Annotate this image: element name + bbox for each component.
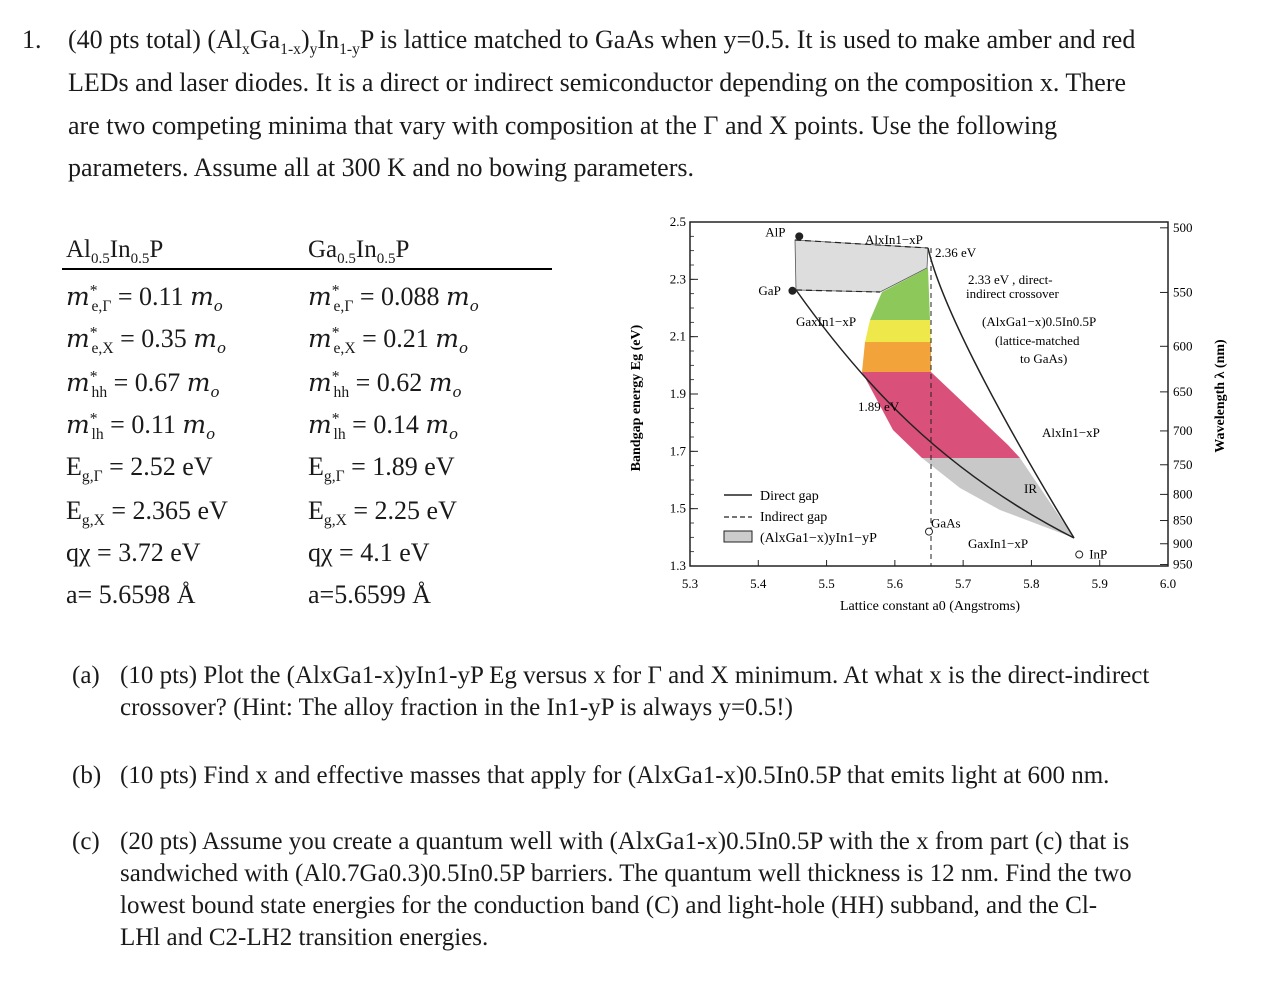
param-al-me-gamma: $m^*_{e,\Gamma} = 0.11$ $m_o$ — [66, 282, 223, 316]
param-ga-me-x: $m^*_{e,X} = 0.21$ $m_o$ — [308, 324, 469, 358]
anno-233a: 2.33 eV , direct- — [968, 272, 1053, 287]
point-label-inp: InP — [1089, 546, 1108, 562]
param-al-chi: qχ = 3.72 eV — [66, 538, 201, 567]
y-tick-label: 1.7 — [669, 443, 686, 459]
y-tick-label: 1.5 — [669, 500, 686, 516]
y-tick-label: 2.1 — [669, 328, 686, 344]
question-a: (a) (10 pts) Plot the (AlxGa1-x)yIn1-yP Eg versus x for Γ and X minimum. At what x is the direct-indirect crossover? (Hint: The alloy fraction in the In1-yP is always y=0.5!) — [72, 662, 1150, 721]
question-b: (b) (10 pts) Find x and effective masses that apply for (AlxGa1-x)0.5In0.5P that emits light at 600 nm. — [72, 762, 1110, 789]
param-al-eg-gamma: $E_{g,\Gamma} = 2.52$ eV — [66, 452, 213, 486]
legend-direct: Direct gap — [760, 489, 819, 504]
param-al-mhh: $m^*_{hh} = 0.67$ $m_o$ — [66, 368, 220, 402]
anno-236: 2.36 eV — [935, 245, 977, 260]
y2-tick-label: 850 — [1173, 512, 1193, 528]
x-tick-label: 6.0 — [1159, 576, 1177, 591]
param-ga-eg-x: $E_{g,X} = 2.25$ eV — [308, 496, 457, 530]
y-tick-label: 1.9 — [669, 386, 686, 401]
region-yellow — [865, 320, 931, 342]
table-rule — [62, 268, 552, 270]
param-ga-eg-gamma: $E_{g,\Gamma} = 1.89$ eV — [308, 452, 455, 486]
x-tick-label: 5.3 — [681, 576, 699, 591]
y2-tick-label: 950 — [1173, 556, 1193, 572]
x-tick-label: 5.7 — [955, 576, 972, 591]
param-ga-chi: qχ = 4.1 eV — [308, 538, 430, 567]
anno-quaternary: (AlxGa1−x)0.5In0.5P — [982, 314, 1097, 329]
y2-tick-label: 600 — [1173, 338, 1193, 354]
y2-tick-label: 900 — [1173, 535, 1193, 551]
anno-189: 1.89 eV — [858, 399, 900, 414]
point-label-gap: GaP — [758, 282, 781, 298]
x-tick-label: 5.5 — [818, 576, 835, 591]
intro-line-2: LEDs and laser diodes. It is a direct or indirect semiconductor depending on the composition x. There — [68, 68, 1127, 97]
point-gap — [789, 287, 796, 294]
param-al-a: a= 5.6598 Å — [66, 580, 196, 609]
label-gainp-top: GaxIn1−xP — [796, 314, 857, 329]
anno-gaas: to GaAs) — [1020, 351, 1068, 366]
param-ga-me-gamma: $m^*_{e,\Gamma} = 0.088$ $m_o$ — [308, 282, 479, 316]
region-orange — [862, 342, 931, 372]
x-tick-label: 5.6 — [886, 576, 903, 591]
x-tick-label: 5.9 — [1091, 576, 1108, 591]
problem-number: 1. — [22, 25, 42, 54]
y-tick-label: 2.3 — [669, 271, 686, 287]
region-pink — [862, 372, 1020, 458]
x-tick-label: 5.8 — [1023, 576, 1040, 591]
param-al-eg-x: $E_{g,X} = 2.365$ eV — [66, 496, 228, 530]
legend-region: (AlxGa1−x)yIn1−yP — [760, 531, 877, 546]
point-label-gaas: GaAs — [931, 515, 961, 531]
x-axis-title: Lattice constant a0 (Angstroms) — [839, 599, 1021, 614]
bandgap-chart — [620, 212, 1266, 624]
anno-lattice-matched: (lattice-matched — [995, 333, 1080, 348]
anno-ir: IR — [1024, 481, 1037, 496]
intro-line-4: parameters. Assume all at 300 K and no bowing parameters. — [68, 153, 694, 182]
y2-tick-label: 650 — [1173, 383, 1193, 399]
param-al-mlh: $m^*_{lh} = 0.11$ $m_o$ — [66, 410, 216, 444]
y2-tick-label: 800 — [1173, 486, 1193, 502]
question-c: (c) (20 pts) Assume you create a quantum well with (AlxGa1-x)0.5In0.5P with the x from part (c) that is sandwiched with (Al0.7Ga0.3)0.5In0.5P barriers. The quantum well thickness is 12 nm. Find the two lowest bound state energies for the conduction band (C) and light-hole (HH) subband, and the Cl- LHl and C2-LH2 transition energies. — [72, 828, 1132, 951]
y2-axis-title: Wavelength λ (nm) — [1213, 339, 1228, 453]
y-tick-label: 1.3 — [669, 558, 686, 573]
param-ga-mlh: $m^*_{lh} = 0.14$ $m_o$ — [308, 410, 459, 444]
intro-line-3: are two competing minima that vary with composition at the Γ and X points. Use the following — [68, 111, 1058, 140]
table-header-alinp: $Al_{0.5}In_{0.5}P$ — [66, 236, 164, 267]
label-alinp-top: AlxIn1−xP — [865, 232, 923, 247]
point-inp — [1076, 551, 1083, 558]
legend-indirect: Indirect gap — [760, 510, 828, 525]
intro-line-1: (40 pts total) $(Al_xGa_{1-x})_yIn_{1-y}P$ is lattice matched to GaAs when y=0.5. It is used to make amber and red — [68, 25, 1136, 59]
param-al-me-x: $m^*_{e,X} = 0.35$ $m_o$ — [66, 324, 227, 358]
y-axis-title: Bandgap energy Eg (eV) — [629, 324, 644, 472]
y2-tick-label: 700 — [1173, 422, 1193, 438]
param-ga-a: a=5.6599 Å — [308, 580, 431, 609]
label-gainp-bottom: GaxIn1−xP — [968, 536, 1029, 551]
point-alp — [796, 233, 803, 240]
table-header-gainp: $Ga_{0.5}In_{0.5}P$ — [308, 236, 410, 267]
anno-233b: indirect crossover — [966, 286, 1059, 301]
y-tick-label: 2.5 — [669, 214, 686, 229]
param-ga-mhh: $m^*_{hh} = 0.62$ $m_o$ — [308, 368, 462, 402]
point-label-alp: AlP — [765, 224, 786, 240]
legend-region-swatch — [724, 531, 752, 542]
y2-tick-label: 500 — [1173, 219, 1193, 235]
label-alinp-mid: AlxIn1−xP — [1042, 425, 1100, 440]
x-tick-label: 5.4 — [750, 576, 767, 591]
y2-tick-label: 550 — [1173, 284, 1193, 300]
y2-tick-label: 750 — [1173, 456, 1193, 472]
